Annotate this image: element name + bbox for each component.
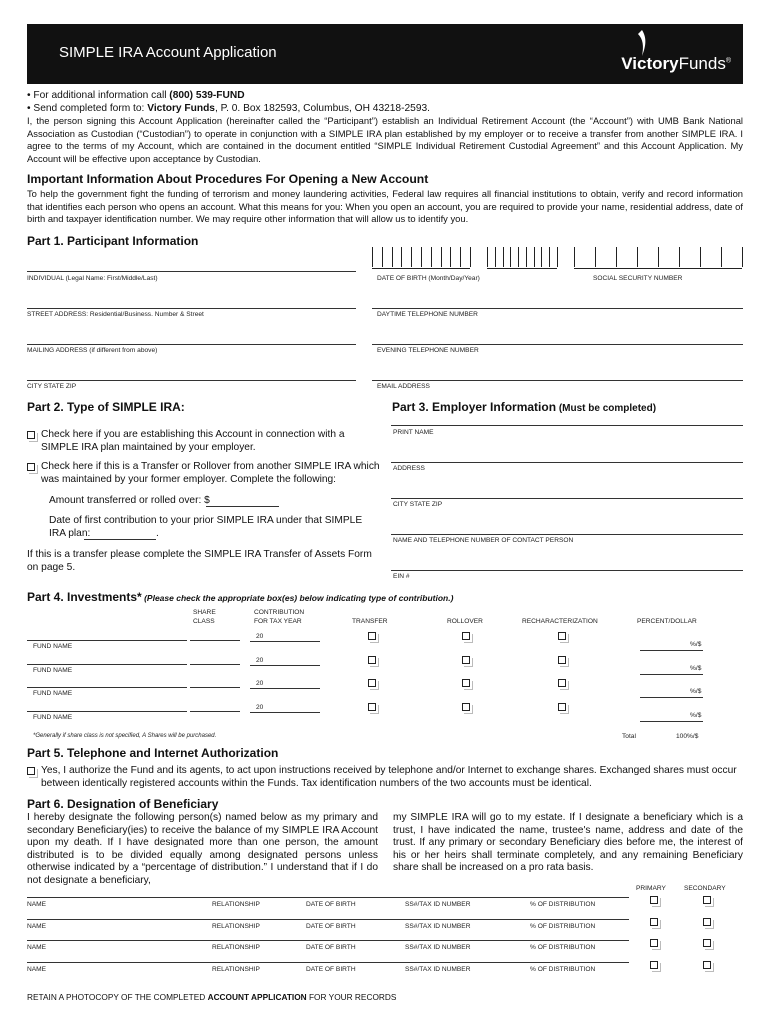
dob-label: DATE OF BIRTH (Month/Day/Year) (377, 275, 480, 282)
employer-plan-checkbox[interactable] (27, 431, 35, 439)
digit-box-divider (460, 247, 469, 267)
street-label: STREET ADDRESS: Residential/Business. Number & Street (27, 311, 204, 318)
amount-label: Amount transferred or rolled over: $ (49, 495, 210, 506)
bullet-call-text: • For additional information call (27, 90, 170, 101)
digit-box-divider (574, 247, 583, 267)
tax-year-label: 20 (256, 680, 264, 687)
percent-header: PERCENT/DOLLAR (637, 618, 697, 625)
fund-name-label: FUND NAME (33, 713, 73, 721)
transfer-header: TRANSFER (352, 618, 388, 625)
rollover-checkbox[interactable] (462, 656, 470, 664)
part3-heading: Part 3. Employer Information (Must be completed) (392, 400, 657, 414)
evening-phone-label: EVENING TELEPHONE NUMBER (377, 347, 479, 354)
part6-heading: Part 6. Designation of Beneficiary (27, 797, 219, 811)
total-label: Total (622, 733, 636, 740)
primary-checkbox[interactable] (650, 961, 658, 969)
tax-year-field[interactable] (250, 641, 320, 642)
secondary-checkbox[interactable] (703, 896, 711, 904)
footer-note: RETAIN A PHOTOCOPY OF THE COMPLETED ACCOUNT APPLICATION FOR YOUR RECORDS (27, 992, 397, 1002)
percent-dollar-field[interactable] (640, 721, 703, 722)
digit-box-divider (441, 247, 450, 267)
victory-funds-logo (601, 30, 731, 80)
transfer-checkbox[interactable] (368, 632, 376, 640)
share-class-header: SHARE CLASS (193, 609, 216, 625)
transfer-note: If this is a transfer please complete the SIMPLE IRA Transfer of Assets Form on page 5. (27, 549, 372, 573)
share-class-field[interactable] (190, 640, 240, 641)
part4-heading: Part 4. Investments* (Please check the appropriate box(es) below indicating type of contribution.) (27, 590, 454, 604)
relationship-label: RELATIONSHIP (212, 965, 260, 973)
city-label: CITY STATE ZIP (27, 383, 77, 390)
logo-funds: Funds (678, 54, 726, 73)
ssn-tax-id-label: SS#/TAX ID NUMBER (405, 944, 471, 951)
tax-year-label: 20 (256, 656, 264, 664)
date-first-field[interactable] (84, 539, 156, 540)
secondary-checkbox[interactable] (703, 939, 711, 947)
header-bar (27, 24, 743, 84)
beneficiary-name-label: NAME (27, 922, 47, 930)
beneficiary-right-text: my SIMPLE IRA will go to my estate. If I designate a beneficiary which is a trust, I have indicated the name, trustee's name, address and date of the trust. If any primary or secondary Beneficiary dies before me, the interest of his or her heirs shall terminate completely, and any remaining Beneficiary share shall be increased on a pro rata basis. (393, 812, 743, 874)
beneficiary-dob-label: DATE OF BIRTH (306, 944, 356, 951)
authorize-text: Yes, I authorize the Fund and its agents, to act upon instructions received by telephone and/or Internet to exchange shares. Exchanged shares must occur between identically registered accounts within the Funds. Tax identification numbers of the two accounts must be identical. (41, 765, 737, 789)
beneficiary-name-label: NAME (27, 944, 47, 951)
fund-name-label: FUND NAME (33, 690, 73, 697)
important-heading: Important Information About Procedures For Opening a New Account (27, 172, 429, 186)
phone-number: (800) 539-FUND (169, 90, 245, 101)
percent-dollar-label: %/$ (690, 688, 702, 695)
digit-box-divider (616, 247, 625, 267)
tax-year-label: 20 (256, 703, 264, 711)
transfer-checkbox[interactable] (368, 679, 376, 687)
digit-box-divider (470, 247, 479, 267)
primary-header: PRIMARY (636, 885, 666, 892)
digit-box-divider (700, 247, 709, 267)
beneficiary-name-label: NAME (27, 901, 47, 908)
recharacterization-checkbox[interactable] (558, 679, 566, 687)
beneficiary-line[interactable] (27, 940, 629, 941)
mailing-address-text: , P. 0. Box 182593, Columbus, OH 43218-2593. (214, 102, 430, 114)
beneficiary-dob-label: DATE OF BIRTH (306, 965, 356, 973)
tax-year-field[interactable] (250, 712, 320, 713)
authorize-checkbox[interactable] (27, 767, 35, 775)
beneficiary-dob-label: DATE OF BIRTH (306, 901, 356, 908)
ssn-tax-id-label: SS#/TAX ID NUMBER (405, 901, 471, 908)
logo-victory: Victory (621, 54, 679, 73)
share-class-field[interactable] (190, 664, 240, 665)
print-name-label: PRINT NAME (393, 429, 434, 436)
address-label: ADDRESS (393, 465, 425, 472)
tax-year-label: 20 (256, 633, 264, 640)
ssn-label: SOCIAL SECURITY NUMBER (593, 275, 683, 282)
date-first-label: Date of first contribution to your prior SIMPLE IRA under that SIMPLE IRA plan: (49, 515, 363, 539)
recharacterization-checkbox[interactable] (558, 703, 566, 711)
relationship-label: RELATIONSHIP (212, 901, 260, 908)
digit-box-divider (679, 247, 688, 267)
employer-plan-text: Check here if you are establishing this Account in connection with a SIMPLE IRA plan maintained by your employer. (41, 429, 345, 453)
ssn-tax-id-label: SS#/TAX ID NUMBER (405, 965, 471, 973)
digit-box-divider (382, 247, 391, 267)
beneficiary-line[interactable] (27, 897, 629, 898)
percent-dollar-label: %/$ (690, 641, 702, 648)
date-first-period: . (156, 528, 159, 539)
transfer-checkbox[interactable] (368, 656, 376, 664)
mailing-label: MAILING ADDRESS (if different from above) (27, 347, 158, 354)
share-class-field[interactable] (190, 687, 240, 688)
secondary-header: SECONDARY (684, 885, 726, 892)
digit-box-divider (411, 247, 420, 267)
form-title: SIMPLE IRA Account Application (59, 44, 277, 61)
logo-flame-icon (635, 30, 649, 56)
beneficiary-line[interactable] (27, 919, 629, 920)
ein-label: EIN # (393, 573, 410, 580)
fund-name-label: FUND NAME (33, 643, 73, 650)
employer-city-label: CITY STATE ZIP (393, 501, 443, 508)
day-phone-label: DAYTIME TELEPHONE NUMBER (377, 311, 478, 318)
percent-dollar-field[interactable] (640, 650, 703, 651)
percent-dollar-label: %/$ (690, 664, 702, 672)
rollover-header: ROLLOVER (447, 618, 483, 625)
fund-name-label: FUND NAME (33, 666, 73, 674)
transfer-checkbox[interactable] (27, 463, 35, 471)
email-label: EMAIL ADDRESS (377, 383, 430, 390)
digit-box-divider (658, 247, 667, 267)
transfer-text: Check here if this is a Transfer or Rollover from another SIMPLE IRA which was maintained by your former employer. Complete the following: (41, 461, 380, 485)
beneficiary-line[interactable] (27, 962, 629, 963)
distribution-label: % OF DISTRIBUTION (530, 901, 596, 908)
total-value: 100%/$ (676, 733, 699, 740)
distribution-label: % OF DISTRIBUTION (530, 965, 596, 973)
ssn-tax-id-label: SS#/TAX ID NUMBER (405, 922, 471, 930)
recharacterization-checkbox[interactable] (558, 632, 566, 640)
percent-dollar-field[interactable] (640, 674, 703, 675)
percent-dollar-field[interactable] (640, 697, 703, 698)
rollover-checkbox[interactable] (462, 679, 470, 687)
individual-label: INDIVIDUAL (Legal Name: First/Middle/Last) (27, 275, 158, 282)
relationship-label: RELATIONSHIP (212, 922, 260, 930)
contribution-header: CONTRIBUTION FOR TAX YEAR (254, 609, 305, 625)
percent-dollar-label: %/$ (690, 711, 702, 719)
digit-box-divider (450, 247, 459, 267)
secondary-checkbox[interactable] (703, 918, 711, 926)
digit-box-divider (637, 247, 646, 267)
amount-field[interactable] (206, 506, 279, 507)
relationship-label: RELATIONSHIP (212, 944, 260, 951)
recharacterization-header: RECHARACTERIZATION (522, 618, 598, 625)
digit-box-divider (401, 247, 410, 267)
digit-box-divider (372, 247, 381, 267)
transfer-checkbox[interactable] (368, 703, 376, 711)
bullet-send-text: • Send completed form to: (27, 102, 148, 114)
beneficiary-dob-label: DATE OF BIRTH (306, 922, 356, 930)
digit-box-divider (431, 247, 440, 267)
rollover-checkbox[interactable] (462, 703, 470, 711)
tax-year-field[interactable] (250, 665, 320, 666)
distribution-label: % OF DISTRIBUTION (530, 944, 596, 951)
primary-checkbox[interactable] (650, 939, 658, 947)
beneficiary-left-text: I hereby designate the following person(s) named below as my primary and secondary Beneficiary(ies) to receive the balance of my SIMPLE IRA Account upon my death. If I have designated more than one person, the amount distributed is to be divided equally among designated persons unless otherwise indicated by a “percentage of distribution.” I understand that if I do not designate a beneficiary, (27, 812, 378, 886)
secondary-checkbox[interactable] (703, 961, 711, 969)
share-class-footnote: *Generally if share class is not specified, A Shares will be purchased. (33, 733, 217, 739)
part2-heading: Part 2. Type of SIMPLE IRA: (27, 400, 185, 414)
part1-heading: Part 1. Participant Information (27, 234, 199, 248)
part5-heading: Part 5. Telephone and Internet Authorization (27, 746, 279, 760)
recharacterization-checkbox[interactable] (558, 656, 566, 664)
primary-checkbox[interactable] (650, 918, 658, 926)
important-text: To help the government fight the funding of terrorism and money laundering activities, Federal law requires all financial institutions to obtain, verify and record information that identifies each person who opens an account. What this means for you: When you open an account, you are required to provide your name, residential address, date of birth and taxpayer identification number. We may require other information that will allow us to identify you. (27, 188, 743, 225)
company-name: Victory Funds (147, 102, 215, 114)
primary-checkbox[interactable] (650, 896, 658, 904)
digit-box-divider (557, 247, 566, 267)
tax-year-field[interactable] (250, 688, 320, 689)
beneficiary-name-label: NAME (27, 965, 47, 973)
digit-box-divider (392, 247, 401, 267)
digit-box-divider (595, 247, 604, 267)
digit-box-divider (421, 247, 430, 267)
logo-registered: ® (725, 57, 731, 65)
distribution-label: % OF DISTRIBUTION (530, 922, 596, 930)
digit-box-divider (742, 247, 751, 267)
digit-box-divider (721, 247, 730, 267)
contact-label: NAME AND TELEPHONE NUMBER OF CONTACT PERSON (393, 537, 574, 544)
share-class-field[interactable] (190, 711, 240, 712)
intro-paragraph: I, the person signing this Account Application (hereinafter called the “Participant”) establish an Individual Retirement Account (the “Account”) with UMB Bank National Association as Custodian (“Custodian”) to operate in conjunction with a SIMPLE IRA plan established by my employer or to receive a transfer from another SIMPLE IRA. I agree to the terms of my Account, which are contained in the document entitled “SIMPLE Individual Retirement Custodial Agreement” and this Account Application. My Account will be effective upon acceptance by Custodian. (27, 115, 743, 164)
rollover-checkbox[interactable] (462, 632, 470, 640)
intro-section (27, 90, 743, 166)
